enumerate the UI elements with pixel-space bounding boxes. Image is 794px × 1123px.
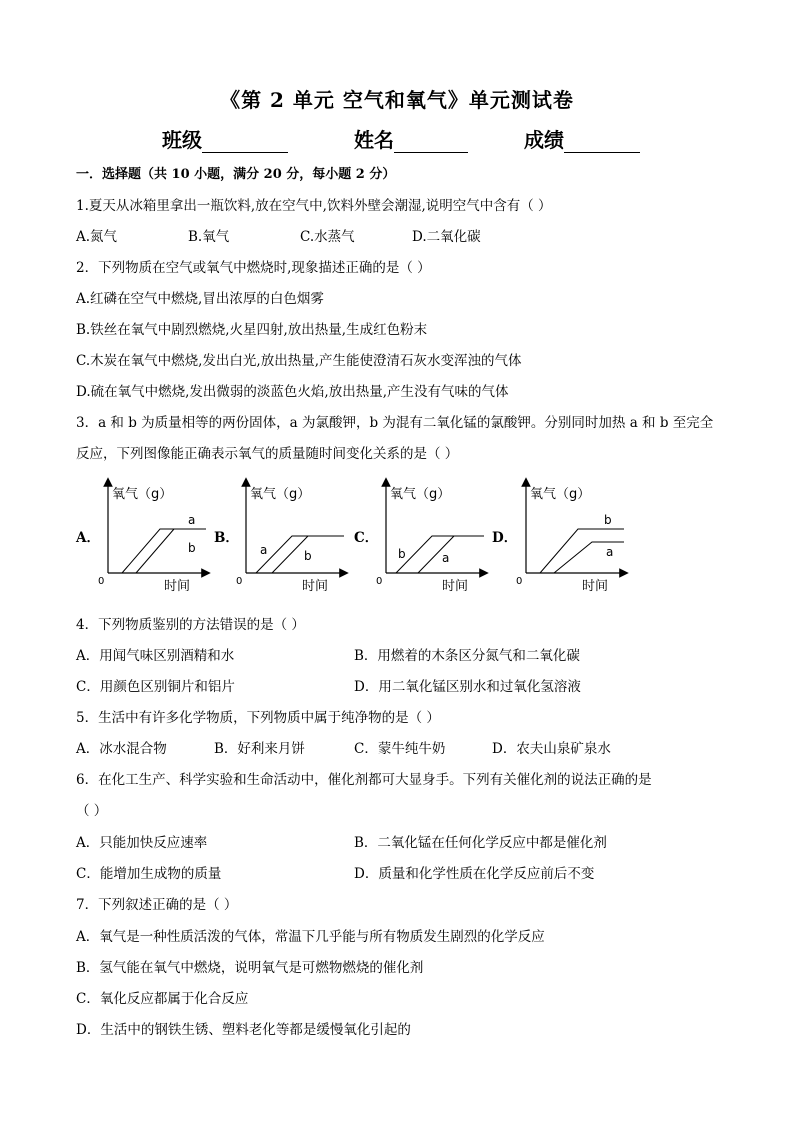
score-label: 成绩 [524, 128, 564, 152]
q7-option-d[interactable]: D．生活中的钢铁生锈、塑料老化等都是缓慢氧化引起的 [76, 1022, 411, 1038]
graph-c [372, 476, 492, 594]
q6-option-b[interactable]: B．二氧化锰在任何化学反应中都是催化剂 [354, 835, 607, 851]
curve-lower [136, 529, 174, 573]
q5-option-d[interactable]: D．农夫山泉矿泉水 [492, 741, 611, 757]
q2-option-d[interactable]: D.硫在氧气中燃烧,发出微弱的淡蓝色火焰,放出热量,产生没有气味的气体 [76, 384, 509, 400]
y-axis-label: 氧气（g） [112, 487, 173, 502]
q3-stem-line1: 3．a 和 b 为质量相等的两份固体，a 为氯酸钾，b 为混有二氧化锰的氯酸钾。分别同时加热 a 和 b 至完全 [76, 415, 714, 431]
origin-label: 0 [376, 576, 383, 587]
page-title: 《第 2 单元 空气和氧气》单元测试卷 [220, 88, 574, 112]
q4-option-d[interactable]: D．用二氧化锰区别水和过氧化氢溶液 [354, 679, 581, 695]
q6-option-a[interactable]: A．只能加快反应速率 [76, 835, 208, 851]
name-blank[interactable] [394, 130, 468, 153]
graph-d-option[interactable]: D． [492, 530, 518, 546]
q4-option-a[interactable]: A．用闻气味区别酒精和水 [76, 648, 235, 664]
score-blank[interactable] [564, 130, 640, 153]
graph-a-option[interactable]: A． [76, 530, 100, 546]
name-label: 姓名 [354, 128, 394, 152]
curve-label-upper: a [188, 513, 196, 527]
curve-label-left: b [398, 547, 406, 561]
class-blank[interactable] [202, 130, 288, 153]
graph-c-option[interactable]: C． [354, 530, 379, 546]
q4-stem: 4．下列物质鉴别的方法错误的是（ ） [76, 617, 305, 633]
y-axis-label: 氧气（g） [530, 487, 591, 502]
q2-option-c[interactable]: C.木炭在氧气中燃烧,发出白光,放出热量,产生能使澄清石灰水变浑浊的气体 [76, 353, 522, 369]
curve-label-right: b [304, 549, 312, 563]
q7-stem: 7．下列叙述正确的是（ ） [76, 897, 238, 913]
graph-d [512, 476, 632, 594]
curve-label-left: a [260, 543, 268, 557]
x-axis-label: 时间 [582, 579, 609, 594]
name-field [354, 124, 468, 153]
x-axis-label: 时间 [442, 579, 469, 594]
q3-stem-line2: 反应，下列图像能正确表示氧气的质量随时间变化关系的是（ ） [76, 446, 459, 462]
graph-b-option[interactable]: B． [214, 530, 239, 546]
x-axis-label: 时间 [164, 579, 191, 594]
q6-stem-line1: 6．在化工生产、科学实验和生命活动中，催化剂都可大显身手。下列有关催化剂的说法正确的是 [76, 772, 652, 788]
curve-label-right: a [442, 551, 450, 565]
score-field [524, 124, 640, 153]
q6-option-c[interactable]: C．能增加生成物的质量 [76, 866, 222, 882]
class-label: 班级 [162, 128, 202, 152]
q2-stem: 2．下列物质在空气或氧气中燃烧时,现象描述正确的是（ ） [76, 260, 431, 276]
y-axis-label: 氧气（g） [390, 487, 451, 502]
origin-label: 0 [516, 576, 523, 587]
q1-option-d[interactable]: D.二氧化碳 [412, 229, 481, 245]
q4-option-c[interactable]: C．用颜色区别铜片和铝片 [76, 679, 235, 695]
curve-left [256, 536, 344, 573]
graph-b [232, 476, 352, 594]
q2-option-b[interactable]: B.铁丝在氧气中剧烈燃烧,火星四射,放出热量,生成红色粉末 [76, 322, 428, 338]
q5-option-c[interactable]: C．蒙牛纯牛奶 [354, 741, 446, 757]
origin-label: 0 [236, 576, 243, 587]
section-heading: 一．选择题（共 10 小题，满分 20 分，每小题 2 分） [76, 167, 396, 182]
q1-option-b[interactable]: B.氧气 [188, 229, 230, 245]
graph-a [94, 476, 214, 594]
curve-label-lower: a [606, 545, 614, 559]
q7-option-a[interactable]: A．氧气是一种性质活泼的气体，常温下几乎能与所有物质发生剧烈的化学反应 [76, 929, 545, 945]
class-field [162, 124, 288, 153]
q7-option-b[interactable]: B．氢气能在氧气中燃烧，说明氧气是可燃物燃烧的催化剂 [76, 960, 424, 976]
curve-label-lower: b [188, 541, 196, 555]
curve-label-upper: b [604, 513, 612, 527]
q5-stem: 5．生活中有许多化学物质，下列物质中属于纯净物的是（ ） [76, 710, 440, 726]
q2-option-a[interactable]: A.红磷在空气中燃烧,冒出浓厚的白色烟雾 [76, 291, 324, 307]
q4-option-b[interactable]: B．用燃着的木条区分氮气和二氧化碳 [354, 648, 580, 664]
q6-stem-line2: （ ） [76, 803, 108, 819]
q7-option-c[interactable]: C．氧化反应都属于化合反应 [76, 991, 249, 1007]
q5-option-a[interactable]: A．冰水混合物 [76, 741, 167, 757]
q1-stem: 1.夏天从冰箱里拿出一瓶饮料,放在空气中,饮料外壁会潮湿,说明空气中含有（ ） [76, 198, 552, 214]
curve-right [272, 536, 308, 573]
x-axis-label: 时间 [302, 579, 329, 594]
q1-option-c[interactable]: C.水蒸气 [300, 229, 355, 245]
curve-lower [554, 542, 624, 573]
q5-option-b[interactable]: B．好利来月饼 [214, 741, 305, 757]
y-axis-label: 氧气（g） [250, 487, 311, 502]
q6-option-d[interactable]: D．质量和化学性质在化学反应前后不变 [354, 866, 595, 882]
origin-label: 0 [98, 576, 105, 587]
q1-option-a[interactable]: A.氮气 [76, 229, 118, 245]
curve-left [396, 536, 484, 573]
